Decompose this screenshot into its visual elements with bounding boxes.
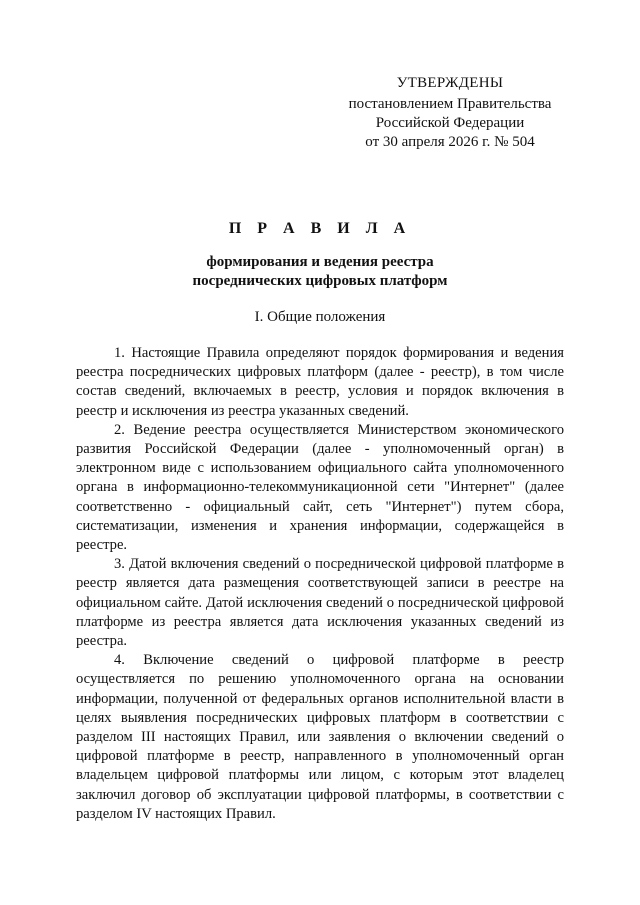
approval-status: УТВЕРЖДЕНЫ — [396, 75, 504, 91]
paragraph-1: 1. Настоящие Правила определяют порядок формирования и ведения реестра посреднических цифровых платформ (далее - реестр), в том числе состав сведений, включаемых в реестр, условия и порядок включения в реестр и исключения из реестра указанных сведений. — [76, 345, 564, 419]
document-title: П Р А В И Л А — [228, 220, 412, 237]
approval-line-1: постановлением Правительства — [348, 96, 552, 112]
paragraph-4: 4. Включение сведений о цифровой платформе в реестр осуществляется по решению уполномоченного органа на основании информации, полученной от федеральных органов исполнительной власти в целях выявления посреднических цифровых платформ в соответствии с разделом III настоящих Правил, или заявления о включении сведений о цифровой платформе в реестр, направленного в уполномоченный орган владельцем цифровой платформы или лицом, с которым этот владелец заключил договор об эксплуатации цифровой платформы, в соответствии с разделом IV настоящих Правил. — [76, 652, 564, 822]
approval-line-2: Российской Федерации — [375, 115, 525, 131]
paragraph-3: 3. Датой включения сведений о посреднической цифровой платформе в реестр является дата размещения соответствующей записи в реестре на официальном сайте. Датой исключения сведений о посреднической цифровой платформе из реестра является дата исключения указанных сведений из реестра. — [76, 556, 564, 650]
subtitle-line-2: посреднических цифровых платформ — [192, 273, 448, 289]
document-title-block — [0, 218, 640, 291]
approval-line-3: от 30 апреля 2026 г. № 504 — [365, 134, 535, 150]
subtitle-line-1: формирования и ведения реестра — [206, 254, 434, 270]
section-heading: I. Общие положения — [254, 309, 386, 325]
document-subtitle — [0, 253, 640, 291]
paragraph-2: 2. Ведение реестра осуществляется Министерством экономического развития Российской Федерации (далее - уполномоченный орган) в электронном виде с использованием официального сайта уполномоченного органа в информационно-телекоммуникационной сети "Интернет" (далее соответственно - официальный сайт, сеть "Интернет") путем сбора, систематизации, изменения и хранения информации, содержащейся в реестре. — [76, 421, 564, 554]
approval-stamp — [330, 74, 570, 152]
document-body — [76, 344, 564, 824]
